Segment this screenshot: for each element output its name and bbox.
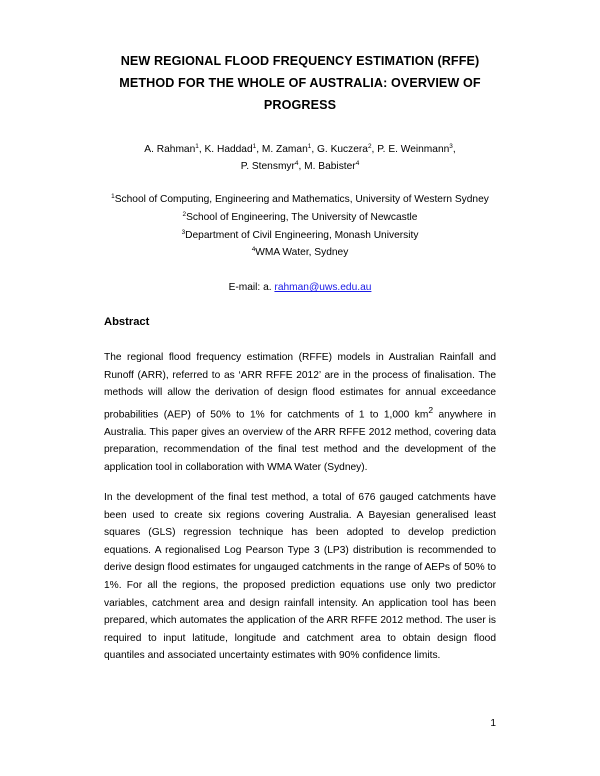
author-affiliation-marker: 4 bbox=[294, 160, 299, 167]
affiliation-marker: 3 bbox=[181, 228, 186, 236]
affiliation-list bbox=[80, 191, 520, 262]
author-name: K. Haddad bbox=[204, 144, 253, 155]
author-separator: , bbox=[452, 144, 456, 155]
author-name: A. Rahman bbox=[144, 144, 196, 155]
author-separator: , bbox=[256, 144, 262, 155]
author-name: M. Babister bbox=[304, 161, 356, 172]
author-name: G. Kuczera bbox=[316, 144, 368, 155]
affiliation-marker: 2 bbox=[182, 210, 187, 218]
author-affiliation-marker: 2 bbox=[367, 143, 372, 150]
author-separator: , bbox=[371, 144, 378, 155]
paper-title bbox=[90, 50, 510, 116]
abstract-heading: Abstract bbox=[104, 316, 150, 328]
author-line-2 bbox=[90, 158, 510, 175]
author-affiliation-marker: 1 bbox=[252, 143, 257, 150]
author-affiliation-marker: 1 bbox=[195, 143, 199, 150]
page-number: 1 bbox=[490, 718, 496, 729]
author-affiliation-marker: 1 bbox=[307, 143, 312, 150]
author-list bbox=[90, 141, 510, 175]
affiliation-item bbox=[80, 227, 520, 245]
author-name: M. Zaman bbox=[261, 144, 308, 155]
email-link[interactable]: rahman@uws.edu.au bbox=[274, 282, 372, 293]
affiliation-item bbox=[80, 209, 520, 227]
title-line-1: NEW REGIONAL FLOOD FREQUENCY ESTIMATION (RFFE) bbox=[120, 54, 480, 68]
author-separator: , bbox=[198, 144, 205, 155]
author-name: P. E. Weinmann bbox=[377, 144, 450, 155]
paragraph-text: The regional flood frequency estimation (RFFE) models in Australian Rainfall and Runoff (ARR), referred to as ‘ARR RFFE 2012’ are in the process of finalisation. The methods will allow the derivation of design flood estimates for annual exceedance probabilities (AEP) of 50% to 1% for catchments of 1 to 1,000 km bbox=[104, 352, 496, 421]
author-affiliation-marker: 3 bbox=[449, 143, 453, 150]
abstract-paragraph-2: In the development of the final test method, a total of 676 gauged catchments have been used to create six regions covering Australia. A Bayesian generalised least squares (GLS) regression technique has been adopted to develop prediction equations. A regionalised Log Pearson Type 3 (LP3) distribution is recommended to derive design flood estimates for ungauged catchments in the range of AEPs of 50% to 1%. For all the regions, the proposed prediction equations use only two predictor variables, catchment area and design rainfall intensity. An application tool has been prepared, which automates the application of the ARR RFFE 2012 method. The user is required to input latitude, longitude and catchment area to obtain design flood quantiles and associated uncertainty estimates with 90% confidence limits. bbox=[104, 492, 496, 662]
title-line-3: PROGRESS bbox=[263, 98, 337, 112]
affiliation-text: School of Engineering, The University of Newcastle bbox=[186, 211, 418, 223]
author-separator: , bbox=[311, 144, 317, 155]
affiliation-text: School of Computing, Engineering and Mathematics, University of Western Sydney bbox=[114, 194, 489, 205]
affiliation-item bbox=[80, 244, 520, 262]
km-squared-superscript: 2 bbox=[428, 404, 434, 415]
affiliation-item bbox=[80, 191, 520, 209]
author-affiliation-marker: 4 bbox=[355, 160, 360, 167]
author-line-1 bbox=[90, 141, 510, 158]
contact-email bbox=[80, 279, 520, 296]
affiliation-text: Department of Civil Engineering, Monash University bbox=[185, 229, 419, 241]
title-line-2: METHOD FOR THE WHOLE OF AUSTRALIA: OVERVIEW OF bbox=[119, 76, 481, 90]
author-separator: , bbox=[298, 161, 305, 172]
paragraph-text: anywhere in Australia. This paper gives an overview of the ARR RFFE 2012 method, covering data preparation, recommendation of the final test method and the development of the application tool in collaboration with WMA Water (Sydney). bbox=[104, 409, 496, 473]
affiliation-marker: 1 bbox=[111, 193, 115, 200]
affiliation-text: WMA Water, Sydney bbox=[255, 247, 349, 259]
author-name: P. Stensmyr bbox=[240, 161, 295, 172]
abstract-paragraph-1 bbox=[104, 349, 496, 477]
email-label: E-mail: a. bbox=[228, 282, 275, 293]
affiliation-marker: 4 bbox=[251, 246, 256, 254]
